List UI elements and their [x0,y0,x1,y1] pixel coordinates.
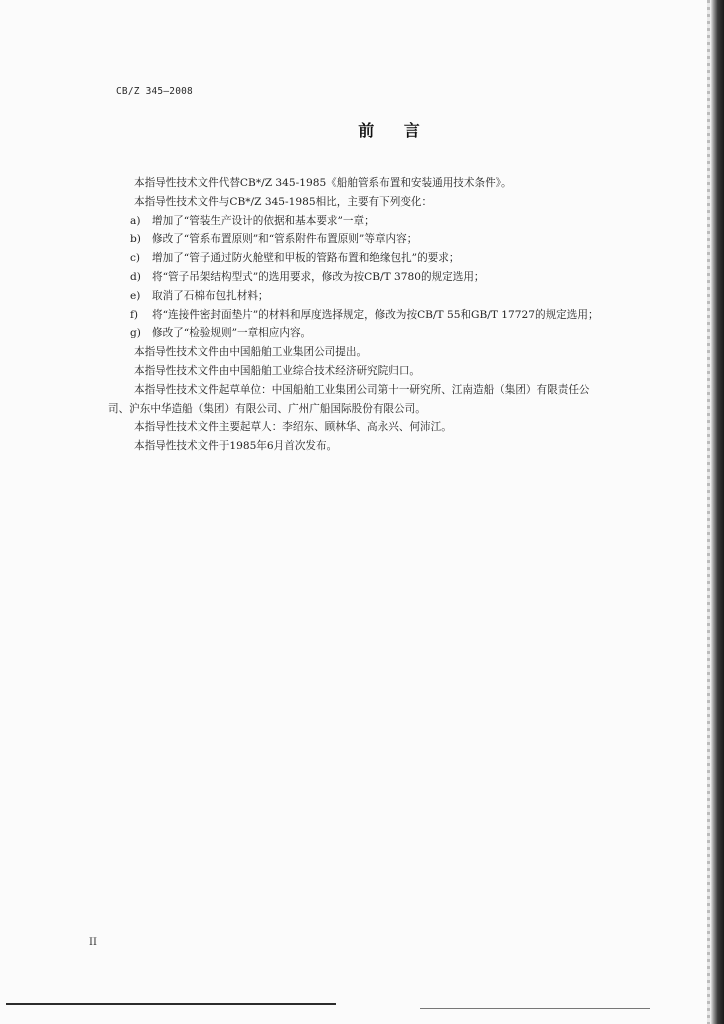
change-marker: f) [130,308,139,321]
bottom-rule-secondary [420,1008,650,1009]
paragraph-drafters: 本指导性技术文件主要起草人：李绍东、顾林华、高永兴、何沛江。 [134,421,452,434]
change-text: 修改了“管系布置原则”和“管系附件布置原则”等章内容； [152,233,418,246]
change-marker: c) [130,252,141,265]
change-item-b [108,230,688,249]
page-number: II [89,937,97,948]
paragraph-drafting-units: 本指导性技术文件起草单位：中国船舶工业集团公司第十一研究所、江南造船（集团）有限责任公 [134,383,590,396]
paragraph-proposed-by: 本指导性技术文件由中国船舶工业集团公司提出。 [134,346,368,359]
change-text: 将“管子吊架结构型式”的选用要求，修改为按CB/T 3780的规定选用； [152,270,485,283]
change-text: 增加了“管装生产设计的依据和基本要求”一章； [152,214,375,227]
change-item-e [108,287,688,306]
document-code: CB/Z 345—2008 [116,86,193,97]
paragraph-first-issued: 本指导性技术文件于1985年6月首次发布。 [134,440,338,453]
paragraph-changes-intro: 本指导性技术文件与CB*/Z 345-1985相比，主要有下列变化： [134,195,433,208]
change-item-d [108,268,688,287]
change-item-f [108,306,688,325]
change-text: 增加了“管子通过防火舱壁和甲板的管路布置和绝缘包扎”的要求； [152,252,460,265]
change-marker: g) [130,327,141,340]
change-text: 取消了石棉布包扎材料； [152,289,269,302]
foreword-body [108,174,688,456]
change-item-g [108,324,688,343]
change-text: 将“连接件密封面垫片”的材料和厚度选择规定，修改为按CB/T 55和GB/T 17727的规定选用； [152,308,599,321]
change-marker: d) [130,270,141,283]
change-marker: b) [130,233,141,246]
page-title: 前 言 [358,121,432,140]
change-marker: a) [130,214,141,227]
change-item-a [108,212,688,231]
paragraph-managed-by: 本指导性技术文件由中国船舶工业综合技术经济研究院归口。 [134,364,421,377]
change-text: 修改了“检验规则”一章相应内容。 [152,327,312,340]
change-item-c [108,249,688,268]
scan-edge [710,0,724,1024]
paragraph-drafting-units-continued: 司、沪东中华造船（集团）有限公司、广州广船国际股份有限公司。 [108,402,426,415]
paragraph-replaces: 本指导性技术文件代替CB*/Z 345-1985《船舶管系布置和安装通用技术条件》。 [134,177,512,189]
bottom-rule [6,1003,336,1005]
change-marker: e) [130,289,141,302]
